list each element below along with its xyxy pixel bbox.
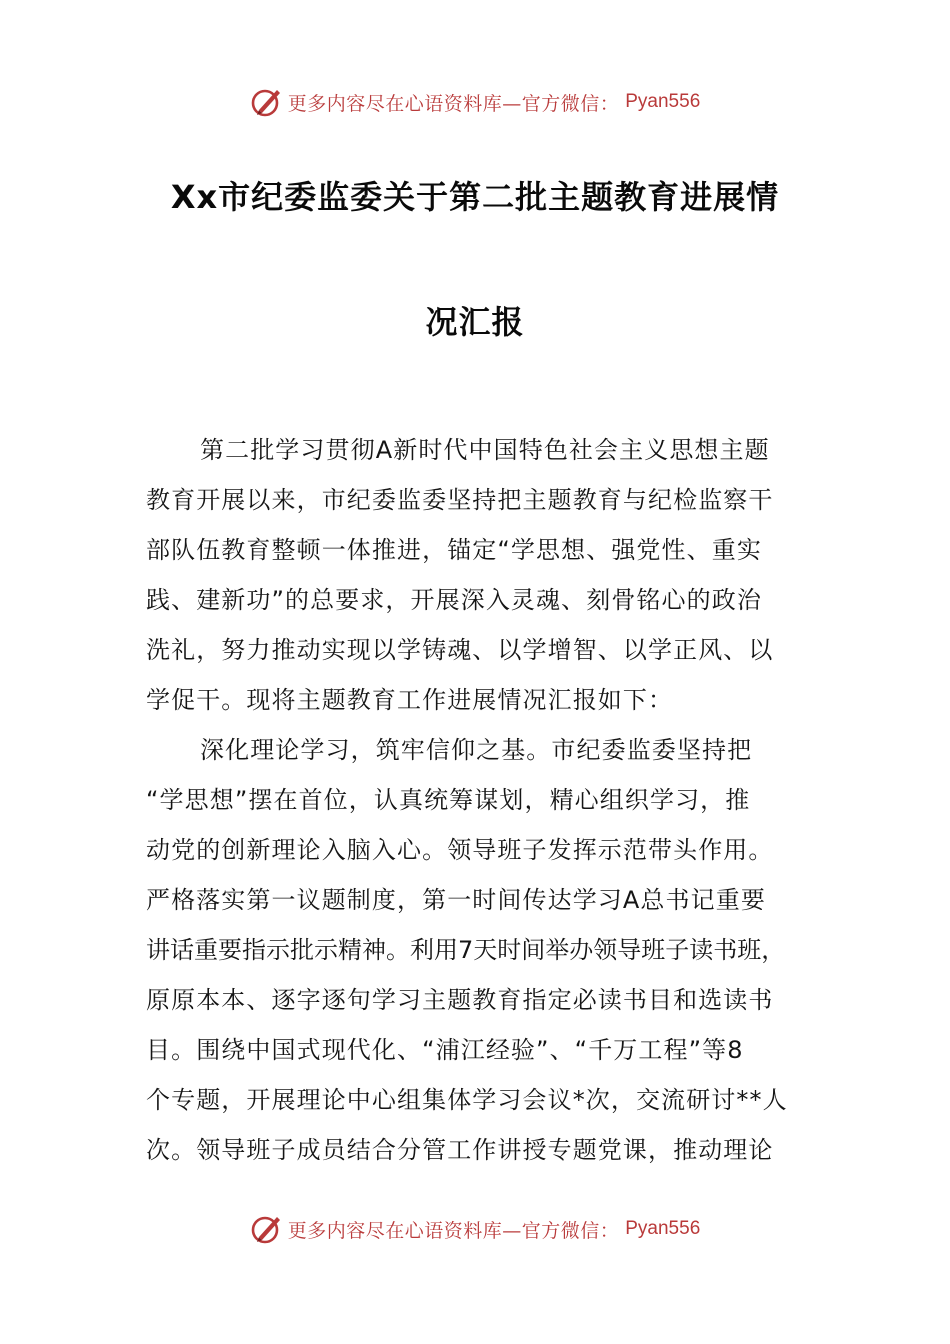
- body-line: 严格落实第一议题制度，第一时间传达学习A总书记重要: [146, 886, 766, 914]
- watermark-account: Pyan556: [625, 91, 701, 112]
- document-title-line-1: Xx市纪委监委关于第二批主题教育进展情: [170, 178, 780, 216]
- body-line: 动党的创新理论入脑入心。领导班子发挥示范带头作用。: [146, 836, 774, 864]
- header-watermark: [0, 84, 950, 120]
- body-line: 目。围绕中国式现代化、“浦江经验”、“千万工程”等8: [146, 1036, 744, 1064]
- body-line: 次。领导班子成员结合分管工作讲授专题党课，推动理论: [146, 1136, 774, 1164]
- watermark-account: Pyan556: [625, 1218, 701, 1239]
- document-body: [146, 425, 811, 1175]
- body-line: 原原本本、逐字逐句学习主题教育指定必读书目和选读书: [146, 986, 774, 1014]
- body-line: 学促干。现将主题教育工作进展情况汇报如下：: [146, 686, 674, 714]
- body-line: “学思想”摆在首位，认真统筹谋划，精心组织学习，推: [146, 786, 751, 814]
- body-line: 个专题，开展理论中心组集体学习会议*次，交流研讨**人: [146, 1086, 788, 1114]
- document-title-line-2: 况汇报: [425, 303, 525, 341]
- body-line: 第二批学习贯彻A新时代中国特色社会主义思想主题: [200, 436, 770, 464]
- watermark-text: 更多内容尽在心语资料库—官方微信：: [287, 92, 620, 115]
- body-line: 教育开展以来，市纪委监委坚持把主题教育与纪检监察干: [146, 486, 774, 514]
- pen-logo-icon: [250, 85, 284, 119]
- body-line: 深化理论学习，筑牢信仰之基。市纪委监委坚持把: [200, 736, 753, 764]
- body-line: 洗礼，努力推动实现以学铸魂、以学增智、以学正风、以: [146, 636, 774, 664]
- watermark-text: 更多内容尽在心语资料库—官方微信：: [287, 1219, 620, 1242]
- footer-watermark: [0, 1211, 950, 1247]
- body-line: 讲话重要指示批示精神。利用7天时间举办领导班子读书班，: [146, 936, 786, 964]
- body-line: 部队伍教育整顿一体推进，锚定“学思想、强党性、重实: [146, 536, 762, 564]
- body-line: 践、建新功”的总要求，开展深入灵魂、刻骨铭心的政治: [146, 586, 762, 614]
- pen-logo-icon: [250, 1212, 284, 1246]
